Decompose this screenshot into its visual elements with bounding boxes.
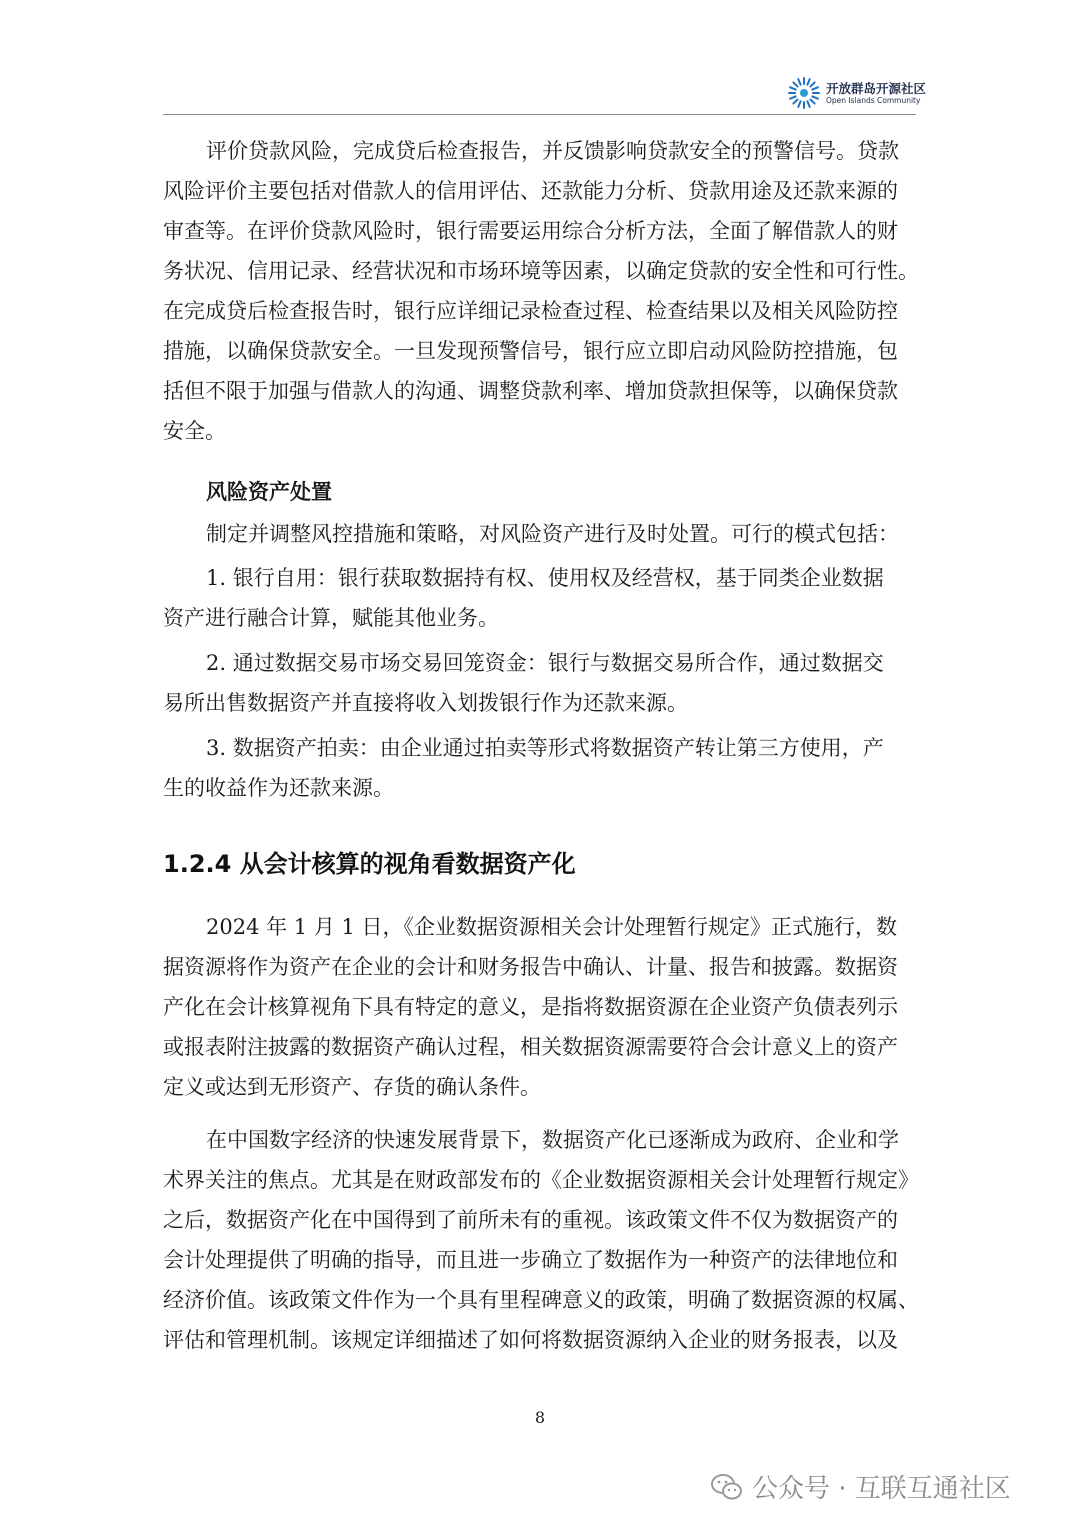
paragraph-loan-risk: [163, 131, 923, 451]
text-line: 2024 年 1 月 1 日，《企业数据资源相关会计处理暂行规定》正式施行，数: [206, 915, 898, 939]
text-line: 产化在会计核算视角下具有特定的意义，是指将数据资源在企业资产负债表列示: [163, 995, 898, 1019]
text-line: 会计处理提供了明确的指导，而且进一步确立了数据作为一种资产的法律地位和: [163, 1248, 898, 1272]
wechat-icon: [710, 1472, 744, 1502]
text-line: 生的收益作为还款来源。: [163, 776, 394, 800]
list-item-1: [163, 558, 923, 638]
text-line: 1. 银行自用：银行获取数据持有权、使用权及经营权，基于同类企业数据: [206, 566, 884, 590]
text-line: 定义或达到无形资产、存货的确认条件。: [163, 1075, 541, 1099]
text-line: 措施，以确保贷款安全。一旦发现预警信号，银行应立即启动风险防控措施，包: [163, 339, 898, 363]
header-divider: [163, 114, 916, 115]
text-line: 易所出售数据资产并直接将收入划拨银行作为还款来源。: [163, 691, 688, 715]
text-line: 之后，数据资产化在中国得到了前所未有的重视。该政策文件不仅为数据资产的: [163, 1208, 898, 1232]
list-item-2: [163, 643, 923, 723]
page-number: 8: [534, 1408, 546, 1427]
wechat-watermark: [710, 1468, 1011, 1505]
text-line: 2. 通过数据交易市场交易回笼资金：银行与数据交易所合作，通过数据交: [206, 651, 884, 675]
text-line: 务状况、信用记录、经营状况和市场环境等因素，以确定贷款的安全性和可行性。: [163, 259, 919, 283]
header-logo: [786, 75, 926, 111]
text-line: 括但不限于加强与借款人的沟通、调整贷款利率、增加贷款担保等，以确保贷款: [163, 379, 898, 403]
text-line: 制定并调整风控措施和策略，对风险资产进行及时处置。可行的模式包括：: [206, 522, 899, 546]
section-title: 1.2.4 从会计核算的视角看数据资产化: [163, 850, 576, 878]
text-line: 或报表附注披露的数据资产确认过程，相关数据资源需要符合会计意义上的资产: [163, 1035, 898, 1059]
text-line: 经济价值。该政策文件作为一个具有里程碑意义的政策，明确了数据资源的权属、: [163, 1288, 919, 1312]
subheading-risk-asset-disposal: 风险资产处置: [206, 479, 332, 504]
watermark-text: 公众号 · 互联互通社区: [752, 1474, 1011, 1504]
starburst-logo-icon: [786, 75, 822, 111]
paragraph-accounting: [163, 907, 923, 1107]
text-line: 风险评价主要包括对借款人的信用评估、还款能力分析、贷款用途及还款来源的: [163, 179, 898, 203]
text-line: 在中国数字经济的快速发展背景下，数据资产化已逐渐成为政府、企业和学: [206, 1128, 899, 1152]
text-line: 在完成贷后检查报告时，银行应详细记录检查过程、检查结果以及相关风险防控: [163, 299, 898, 323]
text-line: 资产进行融合计算，赋能其他业务。: [163, 606, 499, 630]
list-item-3: [163, 728, 923, 808]
text-line: 据资源将作为资产在企业的会计和财务报告中确认、计量、报告和披露。数据资: [163, 955, 898, 979]
paragraph-digital-economy: [163, 1120, 923, 1360]
text-line: 3. 数据资产拍卖：由企业通过拍卖等形式将数据资产转让第三方使用，产: [206, 736, 884, 760]
logo-subtitle: Open Islands Community: [826, 95, 921, 105]
text-line: 评估和管理机制。该规定详细描述了如何将数据资源纳入企业的财务报表，以及: [163, 1328, 898, 1352]
logo-title: 开放群岛开源社区: [826, 80, 927, 96]
text-line: 审查等。在评价贷款风险时，银行需要运用综合分析方法，全面了解借款人的财: [163, 219, 898, 243]
text-line: 评价贷款风险，完成贷后检查报告，并反馈影响贷款安全的预警信号。贷款: [206, 139, 899, 163]
paragraph-intro: [163, 514, 923, 554]
text-line: 安全。: [163, 419, 226, 443]
text-line: 术界关注的焦点。尤其是在财政部发布的《企业数据资源相关会计处理暂行规定》: [163, 1168, 919, 1192]
